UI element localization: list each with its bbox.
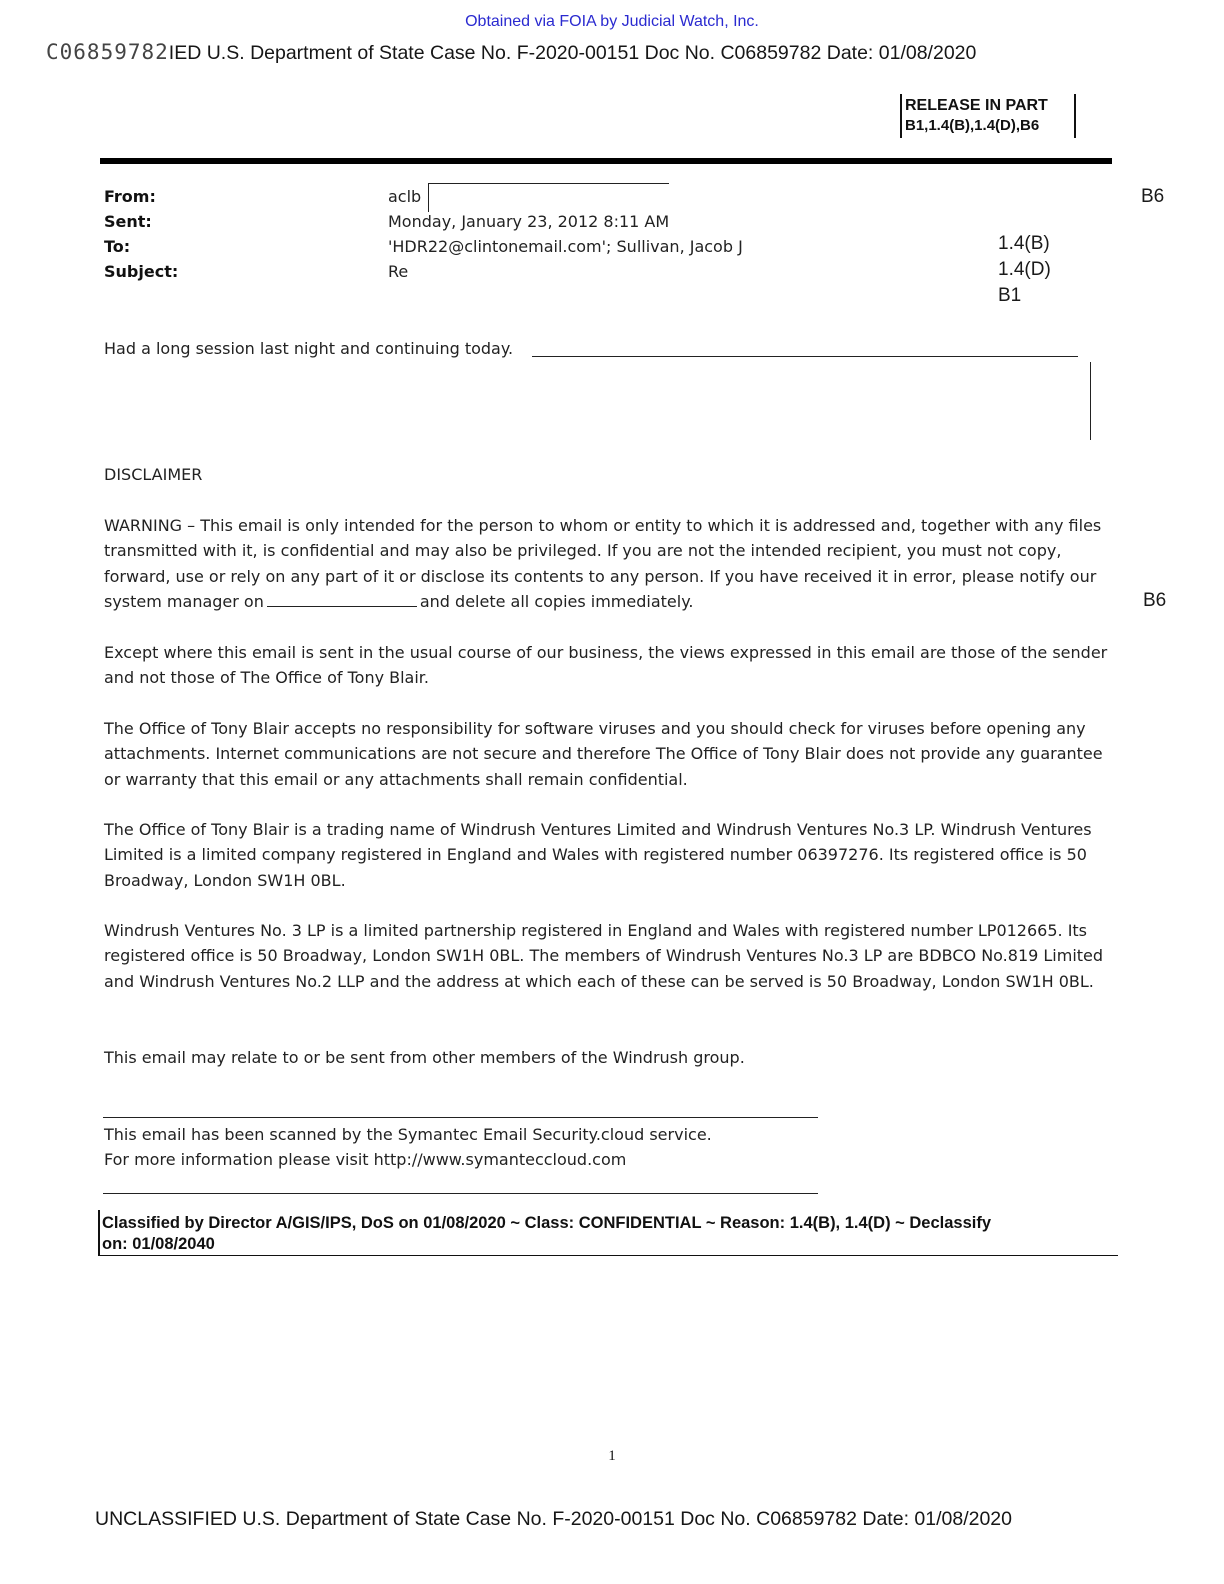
- warning-redaction: [267, 592, 417, 607]
- trading-name-text: The Office of Tony Blair is a trading name of Windrush Ventures Limited and Windrush Ventures No.3 LP. Windrush Ventures Limited is a limited company registered in England and Wales with registered number 06397276. Its registered office is 50 Broadway, London SW1H 0BL.: [104, 820, 1092, 890]
- subject-label: Subject:: [104, 262, 179, 281]
- scan-line-2: For more information please visit http://www.symanteccloud.com: [104, 1150, 627, 1170]
- partnership-paragraph: [104, 918, 1114, 994]
- to-label: To:: [104, 237, 131, 256]
- sent-value: Monday, January 23, 2012 8:11 AM: [388, 212, 670, 231]
- exemption-1-4d: 1.4(D): [998, 259, 1051, 280]
- foia-stamp: Obtained via FOIA by Judicial Watch, Inc.: [465, 13, 759, 30]
- document-header: [46, 40, 976, 65]
- exemption-b6-disclaimer: B6: [1143, 590, 1167, 611]
- group-paragraph: [104, 1045, 1114, 1070]
- from-value: aclb: [388, 187, 422, 206]
- intro-text: Had a long session last night and continuing today.: [104, 339, 514, 358]
- subject-value: Re: [388, 262, 409, 281]
- scan-bottom-rule: [103, 1193, 818, 1194]
- group-text: This email may relate to or be sent from other members of the Windrush group.: [104, 1048, 745, 1067]
- classification-line-2: on: 01/08/2040: [102, 1235, 215, 1253]
- release-in-part-box: [900, 94, 1076, 138]
- scan-notice: [104, 1122, 1114, 1173]
- views-paragraph: [104, 640, 1114, 691]
- release-line-1: RELEASE IN PART: [905, 97, 1048, 114]
- exemption-b1: B1: [998, 285, 1022, 306]
- exemption-1-4b: 1.4(B): [998, 233, 1050, 254]
- to-value: 'HDR22@clintonemail.com'; Sullivan, Jacob J: [388, 237, 743, 256]
- views-text: Except where this email is sent in the usual course of our business, the views expressed in this email are those of the sender and not those of The Office of Tony Blair.: [104, 643, 1108, 688]
- header-text: IED U.S. Department of State Case No. F-2020-00151 Doc No. C06859782 Date: 01/08/2020: [168, 42, 977, 64]
- classification-block: [98, 1210, 1118, 1256]
- partnership-text: Windrush Ventures No. 3 LP is a limited partnership registered in England and Wales with registered number LP012665. Its registered office is 50 Broadway, London SW1H 0BL. The members of Windrush Ventures No.3 LP are BDBCO No.819 Limited and Windrush Ventures No.2 LLP and the address at which each of these can be served is 50 Broadway, London SW1H 0BL.: [104, 921, 1104, 991]
- scan-line-1: This email has been scanned by the Symantec Email Security.cloud service.: [104, 1125, 712, 1144]
- from-label: From:: [104, 187, 156, 206]
- sent-label: Sent:: [104, 212, 152, 231]
- classification-line-1: Classified by Director A/GIS/IPS, DoS on 01/08/2020 ~ Class: CONFIDENTIAL ~ Reason: 1.4(B), 1.4(D) ~ Declassify: [102, 1214, 992, 1232]
- header-doc-id: C06859782: [46, 40, 169, 64]
- intro-redaction-line: [532, 340, 1078, 357]
- disclaimer-heading: DISCLAIMER: [104, 465, 203, 484]
- warning-paragraph: [104, 513, 1114, 614]
- intro-redaction-edge: [1090, 362, 1091, 440]
- document-footer: UNCLASSIFIED U.S. Department of State Case No. F-2020-00151 Doc No. C06859782 Date: 01/08/2020: [95, 1508, 1012, 1530]
- scan-top-rule: [103, 1117, 818, 1118]
- exemption-b6-from: B6: [1141, 186, 1165, 207]
- warning-text-b: and delete all copies immediately.: [419, 591, 694, 611]
- viruses-paragraph: [104, 716, 1114, 792]
- page-number: 1: [608, 1448, 616, 1464]
- release-line-2: B1,1.4(B),1.4(D),B6: [905, 117, 1040, 134]
- trading-name-paragraph: [104, 817, 1114, 893]
- viruses-text: The Office of Tony Blair accepts no responsibility for software viruses and you should check for viruses before opening any attachments. Internet communications are not secure and therefore The Office of Tony Blair does not provide any guarantee or warranty that this email or any attachments shall remain confidential.: [104, 719, 1103, 789]
- from-redaction-box: [428, 183, 669, 212]
- warning-text-a: WARNING – This email is only intended for the person to whom or entity to which it is addressed and, together with any files transmitted with it, is confidential and may also be privileged. If you are not the intended recipient, you must not copy, forward, use or rely on any part of it or disclose its contents to any person. If you have received it in error, please notify our system manager on: [104, 516, 1102, 611]
- header-divider: [100, 158, 1112, 164]
